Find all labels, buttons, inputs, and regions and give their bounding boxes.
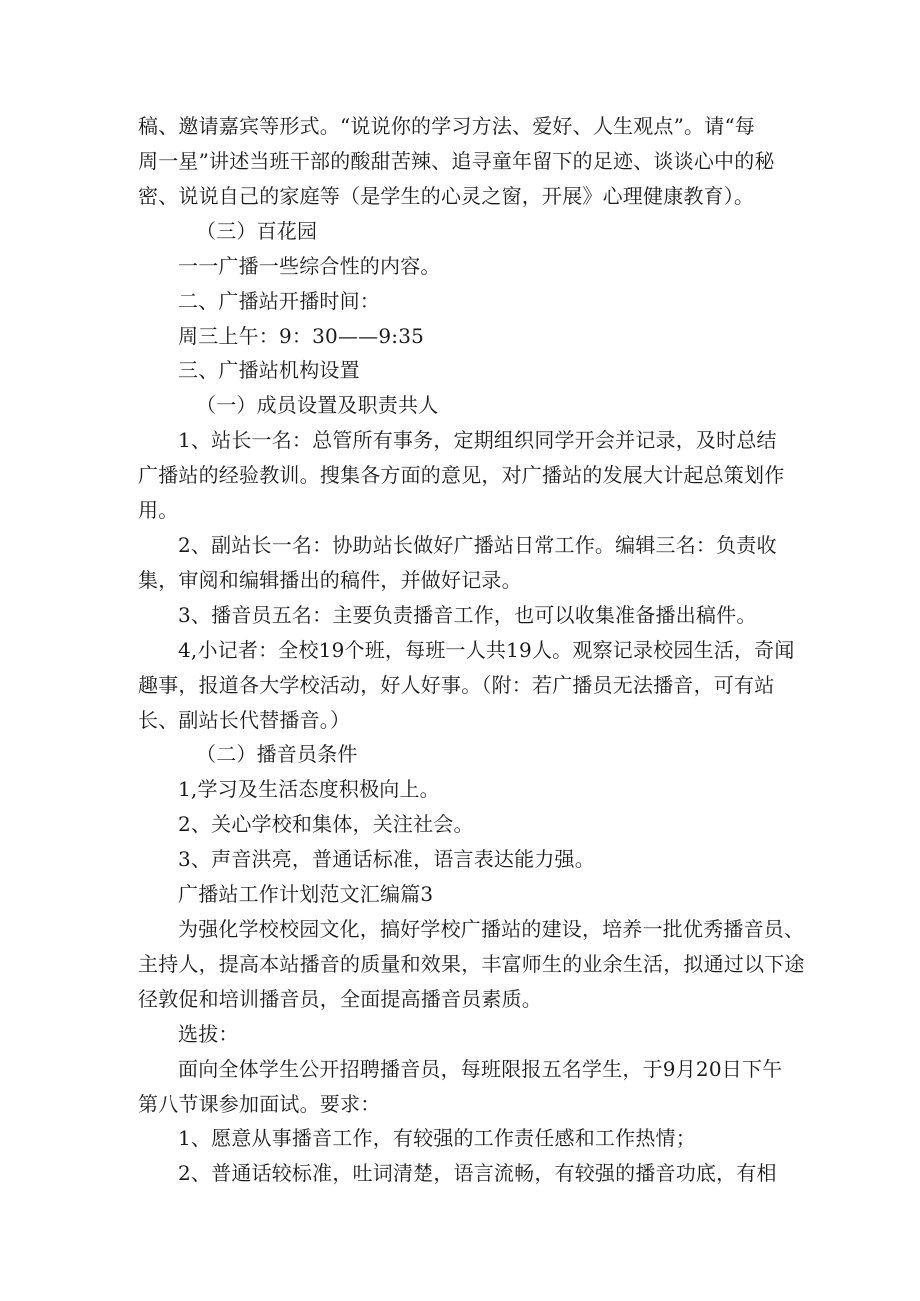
section-heading: 广播站工作计划范文汇编篇3	[178, 882, 434, 906]
section-heading: （一）成员设置及职责共人	[196, 393, 439, 417]
section-heading: （二）播音员条件	[196, 742, 358, 766]
text-line: 径敦促和培训播音员，全面提高播音员素质。	[138, 987, 542, 1011]
text-line: 主持人，提高本站播音的质量和效果，丰富师生的业余生活，拟通过以下途	[138, 952, 805, 976]
text-line: 用。	[138, 498, 179, 522]
text-line: 3、播音员五名：主要负责播音工作，也可以收集准备播出稿件。	[178, 603, 757, 627]
section-heading: 三、广播站机构设置	[178, 358, 360, 382]
text-line: 面向全体学生公开招聘播音员，每班限报五名学生，于9月20日下午	[178, 1057, 783, 1081]
text-line: 2、副站长一名：协助站长做好广播站日常工作。编辑三名：负责收	[178, 533, 777, 557]
text-line: 为强化学校校园文化，搞好学校广播站的建设，培养一批优秀播音员、	[178, 917, 805, 941]
text-line: 广播站的经验教训。搜集各方面的意见，对广播站的发展大计起总策划作	[138, 463, 785, 487]
text-line: 稿、邀请嘉宾等形式。“说说你的学习方法、爱好、人生观点”。请“每	[138, 114, 756, 138]
text-line: 长、副站长代替播音。）	[138, 708, 351, 732]
text-line: 周一星”讲述当班干部的酸甜苦辣、追寻童年留下的足迹、谈谈心中的秘	[138, 149, 775, 173]
text-line: 1、愿意从事播音工作，有较强的工作责任感和工作热情；	[178, 1126, 696, 1150]
text-line: 2、普通话较标准，吐词清楚，语言流畅，有较强的播音功底，有相	[178, 1161, 777, 1185]
text-line: 一一广播一些综合性的内容。	[178, 254, 441, 278]
text-line: 1,学习及生活态度积极向上。	[178, 777, 440, 801]
section-heading: （三）百花园	[196, 219, 318, 243]
text-line: 周三上午：9：30——9:35	[178, 324, 425, 348]
section-heading: 二、广播站开播时间：	[178, 289, 380, 313]
text-line: 2、关心学校和集体，关注社会。	[178, 812, 474, 836]
text-line: 第八节课参加面试。要求：	[138, 1092, 381, 1116]
text-line: 趣事，报道各大学校活动，好人好事。（附：若广播员无法播音，可有站	[138, 673, 775, 697]
section-heading: 选拔：	[178, 1022, 239, 1046]
text-line: 密、说说自己的家庭等（是学生的心灵之窗，开展》心理健康教育）。	[138, 184, 755, 208]
text-line: 3、声音洪亮，普通话标准，语言表达能力强。	[178, 847, 595, 871]
text-line: 1、站长一名：总管所有事务，定期组织同学开会并记录，及时总结	[178, 428, 777, 452]
text-line: 4,小记者：全校19个班，每班一人共19人。观察记录校园生活，奇闻	[178, 638, 795, 662]
text-line: 集，审阅和编辑播出的稿件，并做好记录。	[138, 568, 522, 592]
